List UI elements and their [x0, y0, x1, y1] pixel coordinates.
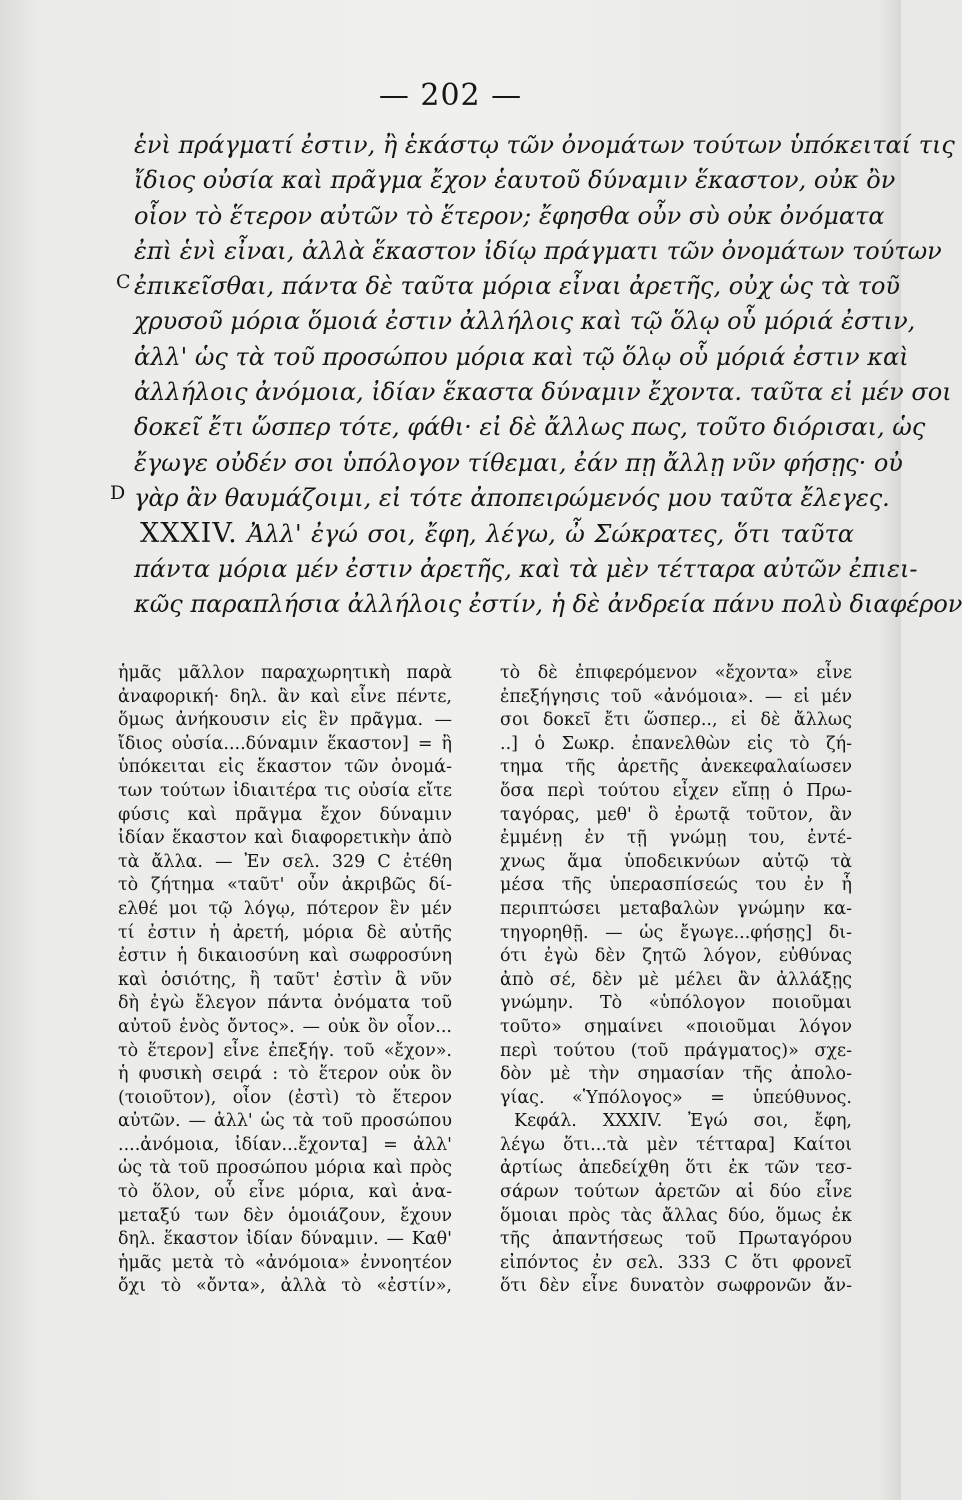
- note-line: αὐτῶν. — ἀλλ' ὡς τὰ τοῦ προσώπου: [118, 1111, 452, 1132]
- margin-letter-d: D: [110, 482, 126, 504]
- main-text-line: ἔγωγε οὐδέν σοι ὑπόλογον τίθεμαι, ἐάν πῃ ἄλλῃ νῦν φήσῃς· οὐ: [134, 448, 903, 477]
- note-line: ἀναφορική· δηλ. ἂν καὶ εἶνε πέντε,: [118, 686, 452, 707]
- note-line: τὸ δὲ ἐπιφερόμενον «ἔχοντα» εἶνε: [500, 663, 852, 683]
- note-line: σοι δοκεῖ ἔτι ὥσπερ.., εἰ δὲ ἄλλως: [500, 710, 852, 731]
- note-line: γνώμην. Τὸ «ὑπόλογον ποιοῦμαι: [500, 993, 852, 1014]
- commentary-left-column: [118, 662, 452, 1299]
- note-line: ἡ φυσικὴ σειρά : τὸ ἕτερον οὐκ ὂν: [118, 1064, 452, 1085]
- note-line: ἀρτίως ἀπεδείχθη ὅτι ἐκ τῶν τεσ-: [500, 1158, 852, 1179]
- note-line: μέσα τῆς ὑπερασπίσεώς του ἐν ἧ: [500, 875, 852, 896]
- note-line: ὅτι δὲν εἶνε δυνατὸν σωφρονῶν ἄν-: [500, 1276, 852, 1297]
- note-line: τημα τῆς ἀρετῆς ἀνεκεφαλαίωσεν: [500, 757, 852, 778]
- note-line: αὐτοῦ ἑνὸς ὄντος». — οὐκ ὂν οἷον...: [118, 1016, 452, 1037]
- note-line: σάρων τούτων ἀρετῶν αἱ δύο εἶνε: [500, 1182, 852, 1203]
- note-line: (τοιοῦτον), οἷον (ἐστὶ) τὸ ἕτερον: [118, 1087, 452, 1108]
- note-line: ὅμως ἀνήκουσιν εἰς ἓν πρᾶγμα. —: [118, 710, 452, 731]
- main-text-line: ἑνὶ πράγματί ἐστιν, ἢ ἑκάστῳ τῶν ὀνομάτων τούτων ὑπόκειταί τις: [134, 131, 955, 159]
- note-line: δὸν μὲ τὴν σημασίαν τῆς ἀπολο-: [500, 1064, 852, 1085]
- note-line: εἰπόντος ἐν σελ. 333 C ὅτι φρονεῖ: [500, 1252, 852, 1273]
- note-line: γίας. «Ὑπόλογος» = ὑπεύθυνος.: [500, 1087, 852, 1108]
- main-text-line: ἐπὶ ἑνὶ εἶναι, ἀλλὰ ἕκαστον ἰδίῳ πράγματι τῶν ὀνομάτων τούτων: [134, 236, 942, 265]
- note-line: λέγω ὅτι...τὰ μὲν τέτταρα] Καίτοι: [500, 1134, 852, 1155]
- note-line: ἰδίαν ἕκαστον καὶ διαφορετικὴν ἀπὸ: [118, 828, 452, 849]
- main-text-line: κῶς παραπλήσια ἀλλήλοις ἐστίν, ἡ δὲ ἀνδρεία πάνυ πολὺ διαφέρον: [134, 589, 962, 618]
- main-text-line: δοκεῖ ἔτι ὥσπερ τότε, φάθι· εἰ δὲ ἄλλως πως, τοῦτο διόρισαι, ὡς: [134, 413, 926, 442]
- chapter-first-line: Ἀλλ' ἐγώ σοι, ἔφη, λέγω, ὦ Σώκρατες, ὅτι ταῦτα: [247, 520, 854, 549]
- chapter-heading-line: [134, 516, 854, 551]
- main-text-line: χρυσοῦ μόρια ὅμοιά ἐστιν ἀλλήλοις καὶ τῷ ὅλῳ οὗ μόριά ἐστιν,: [134, 307, 916, 336]
- note-line: ὅμοιαι πρὸς τὰς ἄλλας δύο, ὅμως ἐκ: [500, 1205, 852, 1226]
- page-number: — 202 —: [378, 78, 523, 113]
- margin-letter-c: C: [116, 271, 131, 293]
- note-line: ὄχι τὸ «ὄντα», ἀλλὰ τὸ «ἐστίν»,: [118, 1276, 452, 1297]
- note-line: ὑπόκειται εἰς ἕκαστον τῶν ὀνομά-: [118, 757, 452, 778]
- note-line: ..] ὁ Σωκρ. ἐπανελθὼν εἰς τὸ ζή-: [500, 733, 852, 754]
- note-line: χνως ἅμα ὑποδεικνύων αὐτῷ τὰ: [500, 851, 852, 872]
- note-line: τὰ ἄλλα. — Ἐν σελ. 329 C ἐτέθη: [118, 851, 452, 872]
- note-line: τί ἐστιν ἡ ἀρετή, μόρια δὲ αὐτῆς: [118, 922, 452, 943]
- note-line: ἀπὸ σέ, δὲν μὲ μέλει ἂν ἀλλάξῃς: [500, 969, 852, 990]
- note-line: ἡμᾶς μᾶλλον παραχωρητικὴ παρὰ: [118, 663, 452, 683]
- note-line: καὶ ὁσιότης, ἢ ταῦτ' ἐστὶν ἃ νῦν: [118, 969, 452, 990]
- note-line: ἐμμένῃ ἐν τῇ γνώμῃ του, ἐντέ-: [500, 828, 852, 849]
- note-line: τηγορηθῇ. — ὡς ἔγωγε...φήσῃς] δι-: [500, 922, 852, 943]
- main-text-line: πάντα μόρια μέν ἐστιν ἀρετῆς, καὶ τὰ μὲν τέτταρα αὐτῶν ἐπιει-: [134, 554, 918, 583]
- main-text-line: οἷον τὸ ἕτερον αὐτῶν τὸ ἕτερον; ἔφησθα οὖν σὺ οὐκ ὀνόματα: [134, 201, 885, 230]
- main-text-line: ἀλλ' ὡς τὰ τοῦ προσώπου μόρια καὶ τῷ ὅλῳ οὗ μόριά ἐστιν καὶ: [134, 342, 909, 371]
- note-line: τὸ ζήτημα «ταῦτ' οὖν ἀκριβῶς δί-: [118, 875, 452, 896]
- chapter-numeral: XXXIV.: [140, 518, 238, 550]
- note-line: δηλ. ἕκαστον ἰδίαν δύναμιν. — Καθ': [118, 1229, 452, 1250]
- note-line: Κεφάλ. XXXIV. Ἐγώ σοι, ἔφη,: [514, 1111, 852, 1132]
- note-line: ....ἀνόμοια, ἰδίαν...ἔχοντα] = ἀλλ': [118, 1134, 452, 1155]
- note-line: τῆς ἀπαντήσεως τοῦ Πρωταγόρου: [500, 1229, 852, 1250]
- note-line: ἐστιν ἡ δικαιοσύνη καὶ σωφροσύνη: [118, 946, 452, 967]
- note-line: ελθέ μοι τῷ λόγῳ, πότερον ἓν μέν: [118, 898, 452, 919]
- note-line: ταγόρας, μεθ' ὃ ἐρωτᾷ τοῦτον, ἂν: [500, 804, 852, 825]
- note-line: ἡμᾶς μετὰ τὸ «ἀνόμοια» ἐννοητέον: [118, 1252, 452, 1273]
- note-line: ἴδιος οὐσία....δύναμιν ἕκαστον] = ἢ: [118, 733, 452, 754]
- note-line: δὴ ἐγὼ ἔλεγον πάντα ὀνόματα τοῦ: [118, 993, 452, 1014]
- note-line: ἐπεξήγησις τοῦ «ἀνόμοια». — εἰ μέν: [500, 686, 852, 707]
- main-text-line: ἴδιος οὐσία καὶ πρᾶγμα ἔχον ἑαυτοῦ δύναμιν ἕκαστον, οὐκ ὂν: [134, 166, 896, 195]
- main-text-line: γὰρ ἂν θαυμάζοιμι, εἰ τότε ἀποπειρώμενός μου ταῦτα ἔλεγες.: [134, 483, 890, 512]
- note-line: ὅσα περὶ τούτου εἶχεν εἴπῃ ὁ Πρω-: [500, 780, 852, 801]
- note-line: φύσις καὶ πρᾶγμα ἔχον δύναμιν: [118, 804, 452, 825]
- note-line: περιπτώσει μεταβαλὼν γνώμην κα-: [500, 898, 852, 919]
- main-text-line: ἀλλήλοις ἀνόμοια, ἰδίαν ἕκαστα δύναμιν ἔχοντα. ταῦτα εἰ μέν σοι: [134, 378, 952, 407]
- note-line: ὡς τὰ τοῦ προσώπου μόρια καὶ πρὸς: [118, 1158, 452, 1179]
- note-line: περὶ τούτου (τοῦ πράγματος)» σχε-: [500, 1040, 852, 1061]
- commentary-right-column: [500, 662, 852, 1299]
- main-text-line: ἐπικεῖσθαι, πάντα δὲ ταῦτα μόρια εἶναι ἀρετῆς, οὐχ ὡς τὰ τοῦ: [134, 272, 900, 301]
- note-line: τὸ ὅλον, οὗ εἶνε μόρια, καὶ ἀνα-: [118, 1182, 452, 1203]
- main-greek-text: [134, 128, 962, 622]
- note-line: τοῦτο» σημαίνει «ποιοῦμαι λόγον: [500, 1016, 852, 1037]
- note-line: μεταξύ των δὲν ὁμοιάζουν, ἔχουν: [118, 1205, 452, 1226]
- note-line: ότι ἐγὼ δὲν ζητῶ λόγον, εὐθύνας: [500, 946, 852, 967]
- note-line: των τούτων ἰδιαιτέρα τις οὐσία εἴτε: [118, 780, 452, 801]
- note-line: τὸ ἕτερον] εἶνε ἐπεξήγ. τοῦ «ἔχον».: [118, 1040, 452, 1061]
